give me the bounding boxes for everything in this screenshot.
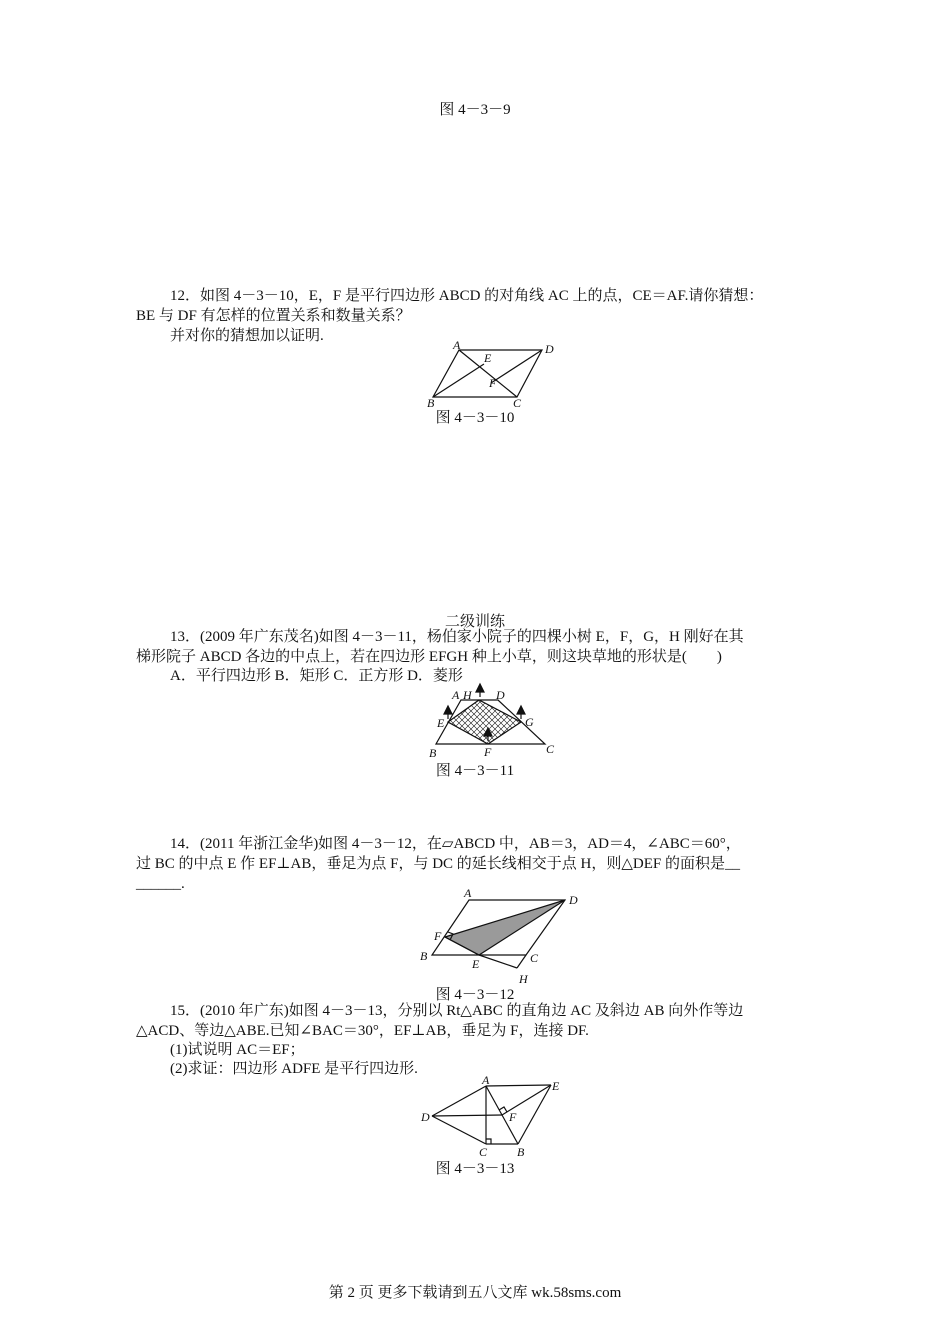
fig13-label-B: B [517, 1145, 525, 1159]
q15-line1: 15．(2010 年广东)如图 4－3－13，分别以 Rt△ABC 的直角边 AC 及斜边 AB 向外作等边 [170, 1003, 744, 1019]
fig10-label-E: E [484, 351, 492, 365]
fig11-label-C: C [546, 742, 555, 756]
fig11-label-B: B [429, 746, 437, 760]
fig13-label-E: E [552, 1079, 560, 1093]
figure-caption-9: 图 4－3－9 [439, 102, 511, 118]
fig10-label-B: B [427, 396, 435, 410]
fig10-label-C: C [513, 396, 522, 410]
fig12-label-B: B [420, 949, 428, 963]
q12-line3: 并对你的猜想加以证明. [170, 328, 324, 344]
fig10-label-D: D [545, 342, 554, 356]
fig13-label-F: F [509, 1110, 517, 1124]
fig11-label-H: H [463, 688, 472, 702]
section-title: 二级训练 [444, 614, 505, 630]
fig12-label-H: H [519, 972, 528, 986]
figure-caption-10: 图 4－3－10 [435, 410, 515, 426]
fig10-label-A: A [453, 338, 461, 352]
q13-line1: 13．(2009 年广东茂名)如图 4－3－11，杨伯家小院子的四棵小树 E，F，G，H 刚好在其 [170, 629, 744, 645]
fig13-label-D: D [421, 1110, 430, 1124]
q15-part2: (2)求证：四边形 ADFE 是平行四边形. [170, 1061, 418, 1077]
q15-part1: (1)试说明 AC＝EF； [170, 1042, 305, 1058]
figure-caption-11: 图 4－3－11 [435, 763, 515, 779]
fig11-label-F: F [484, 745, 492, 759]
fig12-label-A: A [464, 886, 472, 900]
figure-caption-12: 图 4－3－12 [435, 987, 515, 1003]
fig12-label-C: C [530, 951, 539, 965]
page-footer: 第 2 页 更多下载请到五八文库 wk.58sms.com [328, 1285, 622, 1301]
q12-line2: BE 与 DF 有怎样的位置关系和数量关系？ [136, 308, 411, 324]
fig12-label-D: D [569, 893, 578, 907]
q15-line2: △ACD、等边△ABE.已知∠BAC＝30°，EF⊥AB，垂足为 F，连接 DF. [136, 1023, 589, 1039]
fig13-label-A: A [482, 1073, 490, 1087]
fig12-label-F: F [434, 929, 442, 943]
q14-line2: 过 BC 的中点 E 作 EF⊥AB，垂足为点 F，与 DC 的延长线相交于点 H，则△DEF 的面积是__ [136, 856, 741, 872]
q13-options: A．平行四边形 B．矩形 C．正方形 D．菱形 [170, 668, 463, 684]
fig10-label-F: F [489, 376, 497, 390]
fig11-label-D: D [496, 688, 505, 702]
q14-line1: 14．(2011 年浙江金华)如图 4－3－12，在▱ABCD 中，AB＝3，AD＝4，∠ABC＝60°， [170, 836, 741, 852]
fig11-label-A: A [452, 688, 460, 702]
figure-caption-13: 图 4－3－13 [435, 1161, 515, 1177]
q12-line1: 12．如图 4－3－10，E，F 是平行四边形 ABCD 的对角线 AC 上的点，CE＝AF.请你猜想： [170, 288, 764, 304]
fig11-label-G: G [525, 715, 534, 729]
fig12-label-E: E [472, 957, 480, 971]
fig13-label-C: C [479, 1145, 488, 1159]
q14-line3: ______. [136, 876, 185, 892]
fig11-label-E: E [437, 716, 445, 730]
q13-line2: 梯形院子 ABCD 各边的中点上，若在四边形 EFGH 种上小草，则这块草地的形状是( ) [136, 649, 722, 665]
